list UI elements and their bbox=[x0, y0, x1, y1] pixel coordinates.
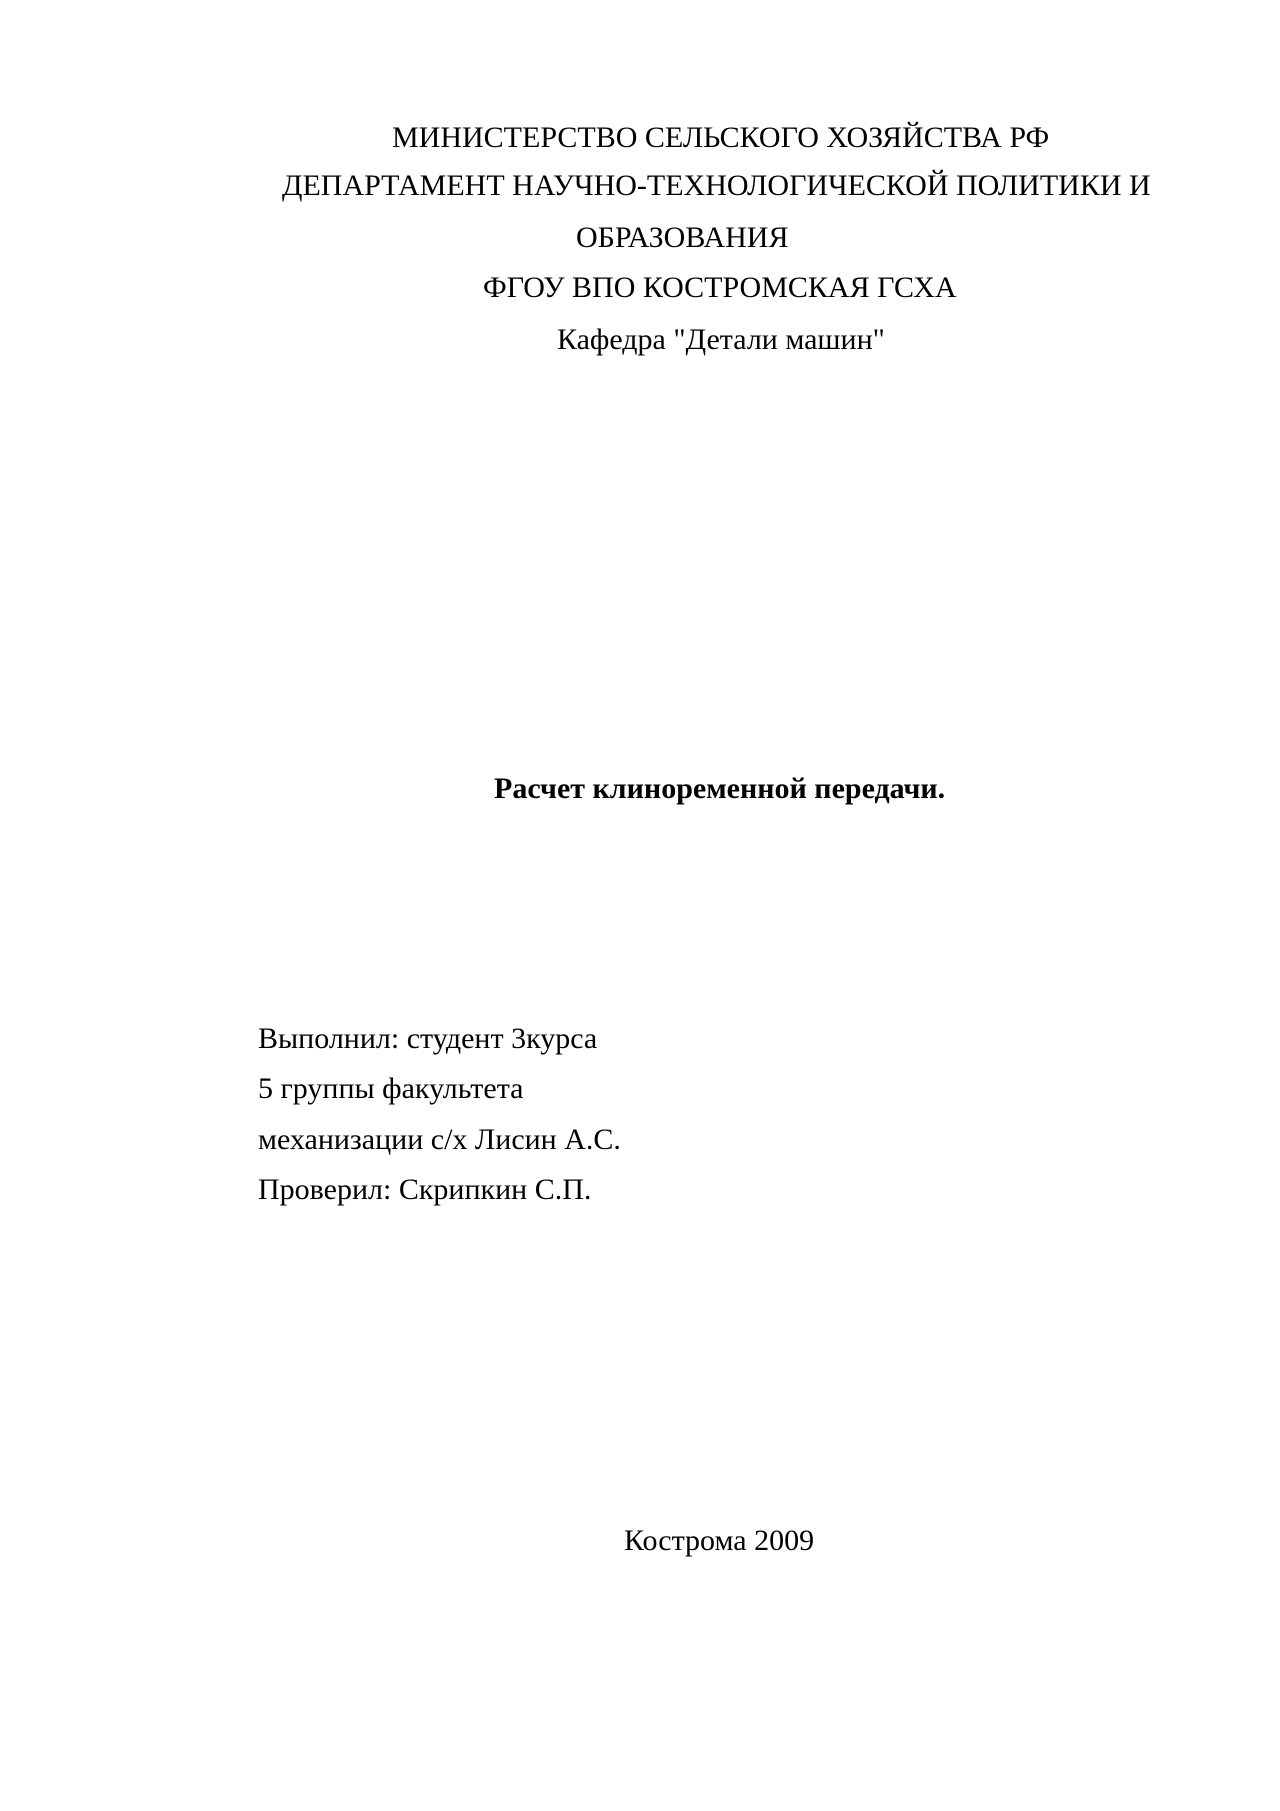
department-line-1: ДЕПАРТАМЕНТ НАУЧНО-ТЕХНОЛОГИЧЕСКОЙ ПОЛИТИКИ И bbox=[282, 169, 1151, 202]
author-line-1: Выполнил: студент 3курса bbox=[258, 1022, 598, 1055]
department-line-2: ОБРАЗОВАНИЯ bbox=[576, 221, 789, 254]
document-title: Расчет клиноременной передачи. bbox=[494, 772, 946, 805]
city-year: Кострома 2009 bbox=[624, 1524, 815, 1557]
ministry-line: МИНИСТЕРСТВО СЕЛЬСКОГО ХОЗЯЙСТВА РФ bbox=[392, 121, 1050, 154]
chair-line: Кафедра "Детали машин" bbox=[557, 323, 885, 356]
reviewer-line: Проверил: Скрипкин С.П. bbox=[258, 1173, 592, 1206]
institution-line: ФГОУ ВПО КОСТРОМСКАЯ ГСХА bbox=[483, 271, 957, 304]
author-line-2: 5 группы факультета bbox=[258, 1072, 524, 1105]
author-line-3: механизации с/х Лисин А.С. bbox=[258, 1123, 621, 1156]
